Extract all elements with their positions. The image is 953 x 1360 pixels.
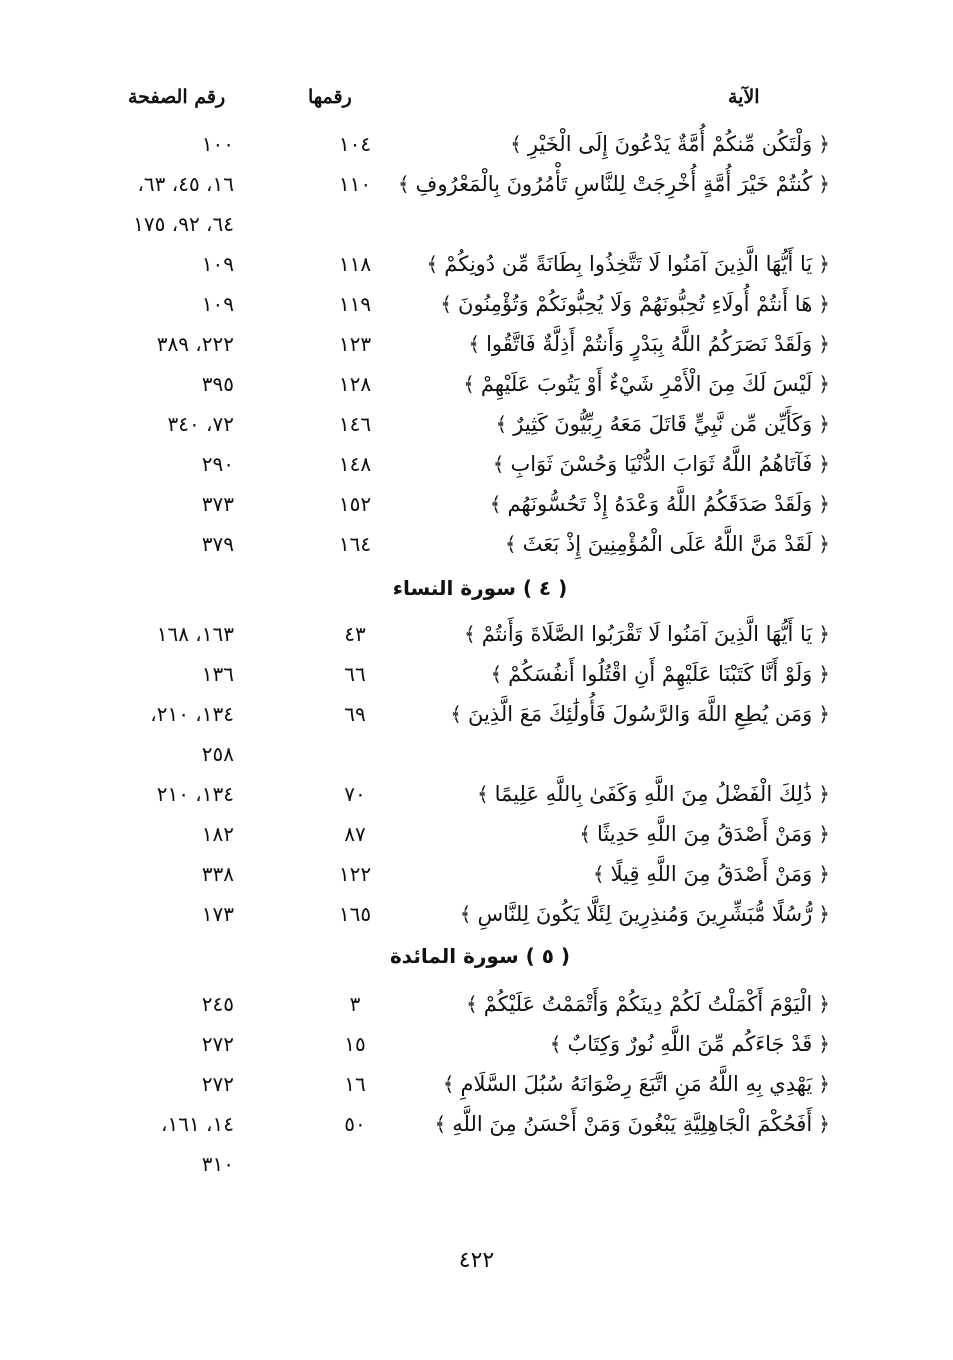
- ornament-open-icon: ﴿: [818, 332, 830, 356]
- ornament-open-icon: ﴿: [818, 412, 830, 436]
- verse-row: [100, 696, 830, 766]
- ornament-close-icon: ﴾: [495, 412, 508, 436]
- header-verse: الآية: [728, 86, 760, 108]
- verse-number: ١١٨: [338, 252, 372, 276]
- verse-text: [398, 172, 830, 196]
- verse-text: [435, 1112, 830, 1136]
- ornament-open-icon: ﴿: [818, 782, 830, 806]
- page-references: ١٠٠: [201, 132, 234, 156]
- verse-row: [100, 406, 830, 446]
- verse-words: ذَٰلِكَ الْفَضْلُ مِنَ اللَّهِ وَكَفَىٰ بِاللَّهِ عَلِيمًا: [494, 782, 813, 806]
- ornament-close-icon: ﴾: [463, 622, 476, 646]
- verse-row: [100, 286, 830, 326]
- ornament-open-icon: ﴿: [818, 1112, 830, 1136]
- verse-words: لَقَدْ مَنَّ اللَّهُ عَلَى الْمُؤْمِنِينَ إِذْ بَعَثَ: [522, 532, 813, 556]
- ornament-close-icon: ﴾: [397, 172, 410, 196]
- ornament-open-icon: ﴿: [818, 1032, 830, 1056]
- verse-number: ١٤٨: [338, 452, 372, 476]
- ornament-open-icon: ﴿: [818, 862, 830, 886]
- verse-words: قَدْ جَاءَكُم مِّنَ اللَّهِ نُورٌ وَكِتَابٌ: [567, 1032, 813, 1056]
- ornament-close-icon: ﴾: [549, 1032, 562, 1056]
- verse-number: ١١٠: [338, 172, 372, 196]
- ornament-open-icon: ﴿: [818, 662, 830, 686]
- verse-words: لَيْسَ لَكَ مِنَ الْأَمْرِ شَيْءٌ أَوْ يَتُوبَ عَلَيْهِمْ: [480, 372, 813, 396]
- verse-row: [100, 486, 830, 526]
- header-page: رقم الصفحة: [128, 86, 226, 108]
- verse-row: [100, 816, 830, 856]
- page-references: ٣٩٥: [201, 372, 234, 396]
- ornament-close-icon: ﴾: [476, 782, 489, 806]
- ornament-open-icon: ﴿: [818, 372, 830, 396]
- verse-number: ١١٩: [338, 292, 372, 316]
- ornament-open-icon: ﴿: [818, 902, 830, 926]
- page-references: ١٣٤، ٢١٠: [156, 782, 234, 806]
- ornament-open-icon: ﴿: [818, 492, 830, 516]
- page-references: ١٨٢: [201, 822, 234, 846]
- ornament-close-icon: ﴾: [510, 132, 522, 156]
- verse-number: ١٢٨: [338, 372, 372, 396]
- verse-words: وَلَوْ أَنَّا كَتَبْنَا عَلَيْهِمْ أَنِ اقْتُلُوا أَنفُسَكُمْ: [508, 662, 813, 686]
- verse-text: [510, 132, 830, 156]
- verse-text: [550, 1032, 830, 1056]
- verse-words: يَهْدِي بِهِ اللَّهُ مَنِ اتَّبَعَ رِضْوَانَهُ سُبُلَ السَّلَامِ: [460, 1072, 813, 1096]
- verse-number: ٥٠: [344, 1112, 366, 1136]
- verse-text: [496, 412, 830, 436]
- verse-words: وَمَنْ أَصْدَقُ مِنَ اللَّهِ قِيلًا: [610, 862, 813, 886]
- page-references: ١٧٣: [201, 902, 234, 926]
- verse-text: [440, 292, 830, 316]
- verse-row: [100, 126, 830, 166]
- verse-words: وَمَن يُطِعِ اللَّهَ وَالرَّسُولَ فَأُولَٰئِكَ مَعَ الَّذِينَ: [467, 702, 813, 726]
- verse-words: وَلَقَدْ نَصَرَكُمُ اللَّهُ بِبَدْرٍ وَأَنتُمْ أَذِلَّةٌ فَاتَّقُوا: [486, 332, 813, 356]
- verse-text: [477, 782, 830, 806]
- verse-words: كُنتُمْ خَيْرَ أُمَّةٍ أُخْرِجَتْ لِلنَّاسِ تَأْمُرُونَ بِالْمَعْرُوفِ: [415, 172, 813, 196]
- ornament-close-icon: ﴾: [442, 1072, 455, 1096]
- verse-number: ١٤٦: [338, 412, 372, 436]
- page-references-continued: ٣١٠: [201, 1152, 234, 1176]
- verse-number: ١٠٤: [338, 132, 372, 156]
- page-references-continued: ٦٤، ٩٢، ١٧٥: [133, 212, 234, 236]
- verse-text: [450, 702, 830, 726]
- page-references: ٢٤٥: [201, 992, 234, 1016]
- verse-words: وَمَنْ أَصْدَقُ مِنَ اللَّهِ حَدِيثًا: [596, 822, 813, 846]
- verse-text: [466, 992, 830, 1016]
- ornament-close-icon: ﴾: [440, 292, 453, 316]
- verse-text: [490, 662, 830, 686]
- verse-words: فَآتَاهُمُ اللَّهُ ثَوَابَ الدُّنْيَا وَحُسْنَ ثَوَابِ: [510, 452, 813, 476]
- ornament-open-icon: ﴿: [818, 822, 830, 846]
- ornament-close-icon: ﴾: [579, 822, 591, 846]
- ornament-close-icon: ﴾: [489, 492, 502, 516]
- page-references: ٣٣٨: [201, 862, 234, 886]
- header-number: رقمها: [308, 86, 352, 108]
- page-references: ١٠٩: [201, 252, 234, 276]
- verse-row: [100, 986, 830, 1026]
- ornament-open-icon: ﴿: [818, 452, 830, 476]
- surah-heading-nisa: ( ٤ ) سورة النساء: [392, 576, 568, 600]
- verse-text: [593, 862, 830, 886]
- verse-words: يَا أَيُّهَا الَّذِينَ آمَنُوا لَا تَقْرَبُوا الصَّلَاةَ وَأَنتُمْ: [481, 622, 813, 646]
- page-references: ٢٧٢: [201, 1032, 234, 1056]
- ornament-open-icon: ﴿: [818, 132, 830, 156]
- verse-text: [464, 622, 830, 646]
- page-number: ٤٢٢: [458, 1248, 495, 1273]
- verse-number: ٨٧: [344, 822, 366, 846]
- verse-words: يَا أَيُّهَا الَّذِينَ آمَنُوا لَا تَتَّخِذُوا بِطَانَةً مِّن دُونِكُمْ: [444, 252, 813, 276]
- ornament-close-icon: ﴾: [450, 702, 462, 726]
- verse-row: [100, 366, 830, 406]
- verse-row: [100, 326, 830, 366]
- ornament-open-icon: ﴿: [818, 992, 830, 1016]
- ornament-close-icon: ﴾: [504, 532, 517, 556]
- verse-text: [460, 902, 830, 926]
- ornament-close-icon: ﴾: [463, 372, 475, 396]
- ornament-open-icon: ﴿: [818, 702, 830, 726]
- verse-number: ١٢٣: [338, 332, 372, 356]
- verse-row: [100, 1026, 830, 1066]
- ornament-close-icon: ﴾: [426, 252, 439, 276]
- page-references: ١٤، ١٦١،: [161, 1112, 234, 1136]
- verse-row: [100, 246, 830, 286]
- verse-row: [100, 616, 830, 656]
- ornament-close-icon: ﴾: [592, 862, 605, 886]
- verse-text: [579, 822, 830, 846]
- verse-words: الْيَوْمَ أَكْمَلْتُ لَكُمْ دِينَكُمْ وَأَتْمَمْتُ عَلَيْكُمْ: [483, 992, 813, 1016]
- verse-words: وَكَأَيِّن مِّن نَّبِيٍّ قَاتَلَ مَعَهُ رِبِّيُّونَ كَثِيرٌ: [513, 412, 813, 436]
- verse-words: هَا أَنتُمْ أُولَاءِ تُحِبُّونَهُمْ وَلَا يُحِبُّونَكُمْ وَتُؤْمِنُونَ: [458, 292, 813, 316]
- verse-text: [493, 452, 830, 476]
- page-references: ٧٢، ٣٤٠: [167, 412, 234, 436]
- verse-number: ١٦٤: [338, 532, 372, 556]
- verse-text: [443, 1072, 830, 1096]
- page-references: ٢٩٠: [201, 452, 234, 476]
- verse-number: ٣: [349, 992, 361, 1016]
- ornament-open-icon: ﴿: [818, 172, 830, 196]
- verse-row: [100, 856, 830, 896]
- verse-row: [100, 776, 830, 816]
- ornament-open-icon: ﴿: [818, 532, 830, 556]
- verse-words: وَلَقَدْ صَدَقَكُمُ اللَّهُ وَعْدَهُ إِذْ تَحُسُّونَهُم: [507, 492, 813, 516]
- verse-row: [100, 526, 830, 566]
- ornament-close-icon: ﴾: [490, 662, 503, 686]
- page-references: ٢٢٢، ٣٨٩: [156, 332, 234, 356]
- verse-number: ١٢٢: [338, 862, 372, 886]
- page-references-continued: ٢٥٨: [201, 742, 234, 766]
- verse-words: أَفَحُكْمَ الْجَاهِلِيَّةِ يَبْغُونَ وَمَنْ أَحْسَنُ مِنَ اللَّهِ: [452, 1112, 813, 1136]
- ornament-close-icon: ﴾: [492, 452, 505, 476]
- verse-number: ٧٠: [344, 782, 366, 806]
- verse-row: [100, 656, 830, 696]
- page-references: ٣٧٣: [201, 492, 234, 516]
- ornament-close-icon: ﴾: [468, 332, 481, 356]
- page-references: ١٦، ٤٥، ٦٣،: [137, 172, 234, 196]
- verse-text: [490, 492, 830, 516]
- verse-number: ٦٦: [344, 662, 366, 686]
- ornament-close-icon: ﴾: [434, 1112, 447, 1136]
- verse-number: ١٦٥: [338, 902, 372, 926]
- ornament-open-icon: ﴿: [818, 622, 830, 646]
- verse-text: [463, 372, 830, 396]
- page-references: ٣٧٩: [201, 532, 234, 556]
- ornament-close-icon: ﴾: [466, 992, 478, 1016]
- verse-text: [505, 532, 830, 556]
- verse-number: ١٥: [344, 1032, 366, 1056]
- page-references: ١٠٩: [201, 292, 234, 316]
- verse-words: رُّسُلًا مُّبَشِّرِينَ وَمُنذِرِينَ لِئَلَّا يَكُونَ لِلنَّاسِ: [477, 902, 813, 926]
- verse-text: [468, 332, 830, 356]
- page-references: ١٦٣، ١٦٨: [156, 622, 234, 646]
- verse-row: [100, 896, 830, 936]
- verse-number: ١٥٢: [338, 492, 372, 516]
- verse-row: [100, 166, 830, 236]
- page-references: ١٣٦: [201, 662, 234, 686]
- verse-number: ٤٣: [344, 622, 366, 646]
- verse-number: ٦٩: [344, 702, 366, 726]
- verse-words: وَلْتَكُن مِّنكُمْ أُمَّةٌ يَدْعُونَ إِلَى الْخَيْرِ: [527, 132, 813, 156]
- page-references: ٢٧٢: [201, 1072, 234, 1096]
- ornament-open-icon: ﴿: [818, 292, 830, 316]
- page-references: ١٣٤، ٢١٠،: [150, 702, 234, 726]
- ornament-open-icon: ﴿: [818, 1072, 830, 1096]
- verse-text: [427, 252, 830, 276]
- verse-number: ١٦: [344, 1072, 366, 1096]
- verse-row: [100, 1106, 830, 1176]
- surah-heading-maidah: ( ٥ ) سورة المائدة: [389, 944, 571, 968]
- verse-row: [100, 1066, 830, 1106]
- ornament-close-icon: ﴾: [459, 902, 472, 926]
- ornament-open-icon: ﴿: [818, 252, 830, 276]
- verse-row: [100, 446, 830, 486]
